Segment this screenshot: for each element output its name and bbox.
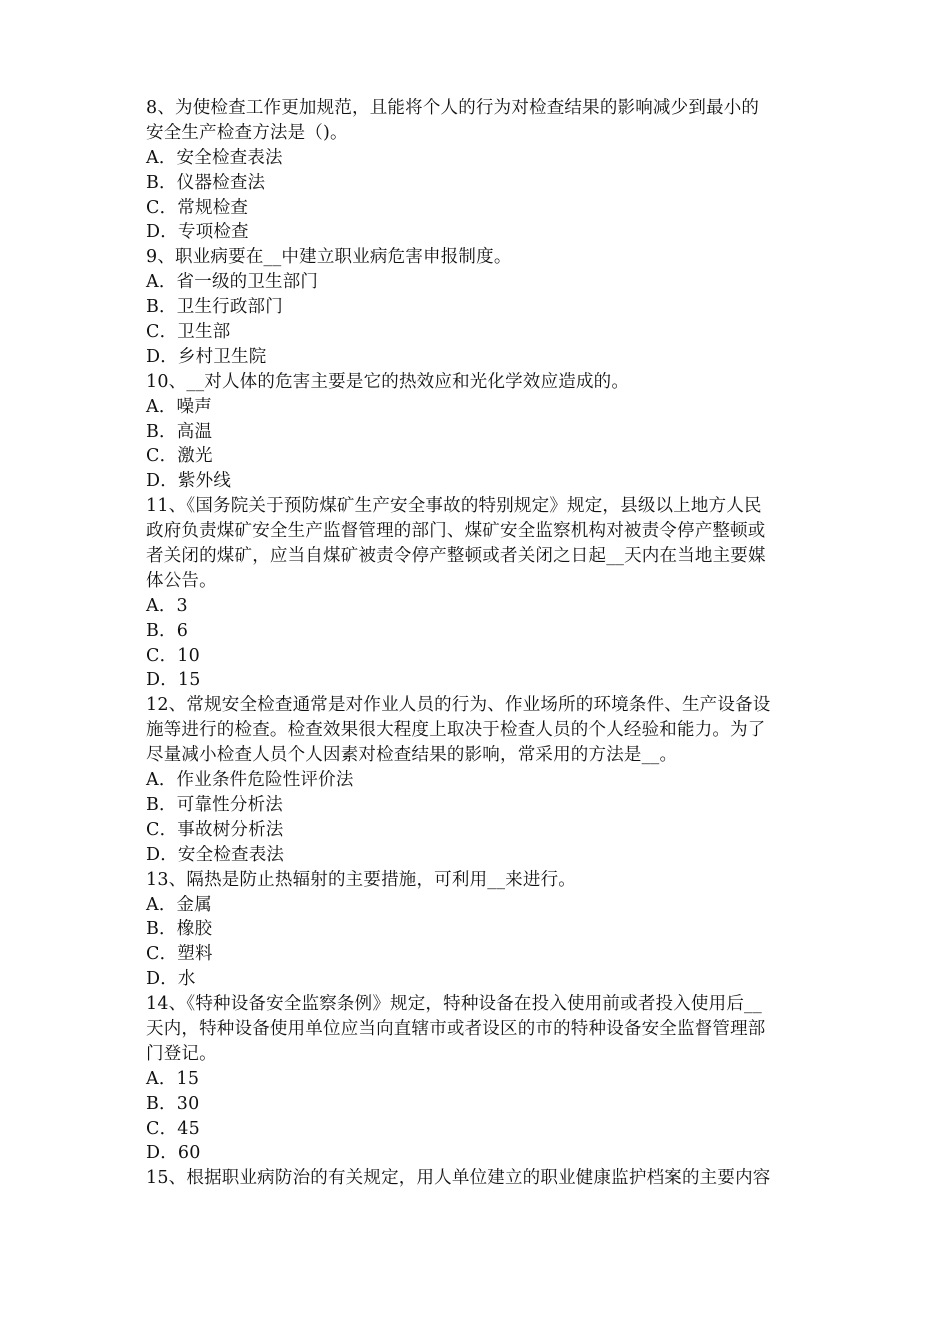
question-10-option-a: A．噪声 (146, 396, 212, 417)
question-9-option-c: C．卫生部 (146, 322, 231, 343)
question-10-option-d: D．紫外线 (146, 471, 232, 492)
question-12-option-c: C．事故树分析法 (146, 819, 284, 840)
question-9-option-d: D．乡村卫生院 (146, 346, 267, 367)
question-8-option-b: B．仪器检查法 (146, 172, 266, 193)
question-15-line-1: 15、根据职业病防治的有关规定，用人单位建立的职业健康监护档案的主要内容 (146, 1168, 771, 1189)
question-14-line-2: 天内，特种设备使用单位应当向直辖市或者设区的市的特种设备安全监督管理部 (146, 1018, 766, 1039)
question-8-option-d: D．专项检查 (146, 222, 249, 243)
question-12-line-3: 尽量减小检查人员个人因素对检查结果的影响，常采用的方法是__。 (146, 745, 678, 766)
question-11-line-2: 政府负责煤矿安全生产监督管理的部门、煤矿安全监察机构对被责令停产整顿或 (146, 521, 766, 542)
question-12-option-a: A．作业条件危险性评价法 (146, 770, 354, 791)
question-8-line-1: 8、为使检查工作更加规范，且能将个人的行为对检查结果的影响减少到最小的 (146, 98, 760, 118)
question-14-option-a: A．15 (146, 1068, 200, 1089)
document-body (146, 96, 810, 1191)
question-14-option-b: B．30 (146, 1093, 200, 1114)
question-8-line-2: 安全生产检查方法是（)。 (146, 122, 348, 143)
question-8-option-c: C．常规检查 (146, 197, 249, 218)
question-8-option-a: A．安全检查表法 (146, 147, 283, 168)
question-9-line-1: 9、职业病要在__中建立职业病危害申报制度。 (146, 247, 512, 268)
question-11-option-d: D．15 (146, 670, 201, 691)
question-12-option-d: D．安全检查表法 (146, 844, 285, 865)
question-11-option-c: C．10 (146, 645, 200, 666)
question-9-option-b: B．卫生行政部门 (146, 297, 283, 318)
question-14-option-d: D．60 (146, 1143, 201, 1164)
question-10-line-1: 10、__对人体的危害主要是它的热效应和光化学效应造成的。 (146, 371, 630, 392)
question-13-option-d: D．水 (146, 969, 196, 990)
question-12-option-b: B．可靠性分析法 (146, 794, 283, 815)
question-13-option-a: A．金属 (146, 894, 212, 915)
question-14-line-3: 门登记。 (146, 1043, 217, 1064)
question-11-line-3: 者关闭的煤矿，应当自煤矿被责令停产整顿或者关闭之日起__天内在当地主要媒 (146, 546, 766, 567)
question-10-option-b: B．高温 (146, 421, 213, 442)
question-13-option-b: B．橡胶 (146, 919, 213, 940)
question-14-option-c: C．45 (146, 1118, 200, 1139)
question-12-line-2: 施等进行的检查。检查效果很大程度上取决于检查人员的个人经验和能力。为了 (146, 720, 766, 741)
question-13-line-1: 13、隔热是防止热辐射的主要措施，可利用__来进行。 (146, 869, 576, 890)
question-11-option-a: A．3 (146, 595, 188, 616)
question-11-option-b: B．6 (146, 620, 189, 641)
question-14-line-1: 14、《特种设备安全监察条例》规定，特种设备在投入使用前或者投入使用后__ (146, 994, 762, 1015)
question-9-option-a: A．省一级的卫生部门 (146, 272, 319, 293)
question-11-line-4: 体公告。 (146, 570, 217, 591)
question-12-line-1: 12、常规安全检查通常是对作业人员的行为、作业场所的环境条件、生产设备设 (146, 695, 771, 716)
question-13-option-c: C．塑料 (146, 944, 213, 965)
question-10-option-c: C．激光 (146, 446, 213, 467)
question-11-line-1: 11、《国务院关于预防煤矿生产安全事故的特别规定》规定，县级以上地方人民 (146, 496, 762, 517)
